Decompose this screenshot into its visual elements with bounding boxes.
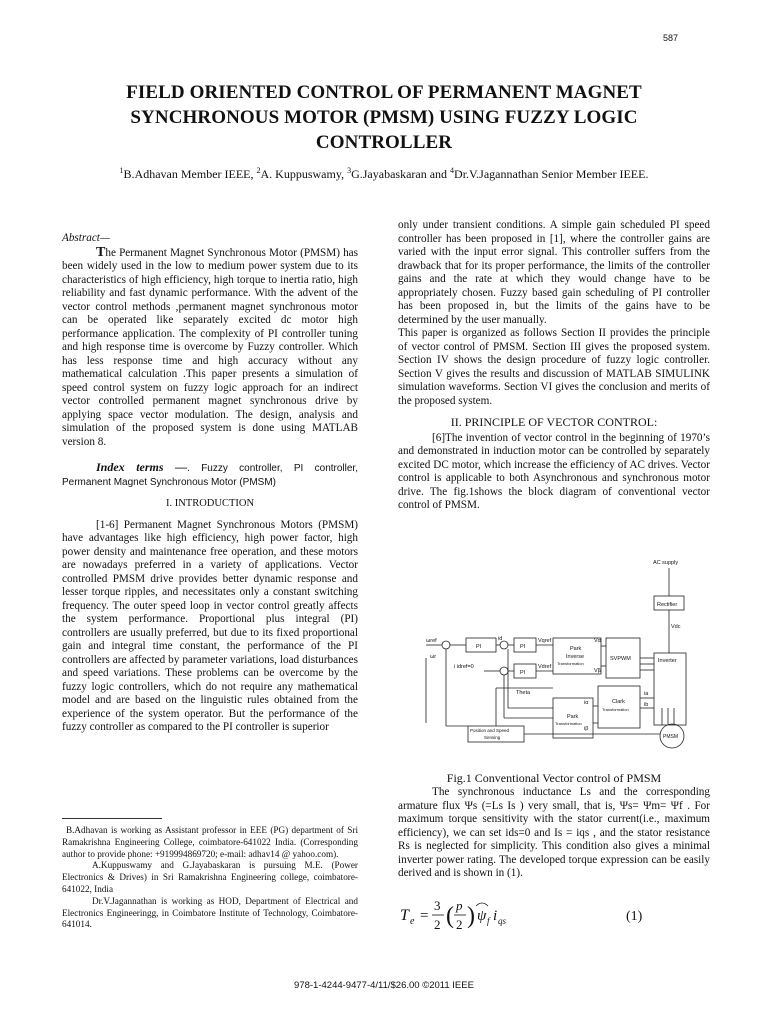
- abstract-text: [62, 246, 358, 450]
- section-2-heading: II. PRINCIPLE OF VECTOR CONTROL:: [450, 415, 658, 429]
- eq-psi: ψ: [477, 908, 487, 924]
- author-sup-1: 1: [119, 166, 124, 175]
- section-1-heading: I. INTRODUCTION: [165, 498, 255, 509]
- right-column: [398, 219, 710, 513]
- pi-2-label: PI: [520, 644, 526, 650]
- vdref-label: Vdref: [538, 664, 552, 670]
- park-inverse-label-2: Inverse: [566, 654, 585, 660]
- clark-label: Clark: [612, 699, 625, 705]
- index-terms-label: Index terms —: [96, 460, 188, 474]
- eq-lhs-sub: e: [410, 916, 415, 927]
- footnotes: [62, 825, 358, 931]
- theta-label: Theta: [516, 690, 531, 696]
- right-para-1: only under transient conditions. A simple gain scheduled PI speed controller has been proposed in [1], where the controller gains are varied with the input error signal. This controller suffers from the drawback that for its proper performance, the limits of the controller gains and the rate at which they would change have to be appropriately chosen. Fuzzy based gain scheduling of PI controller has been proposed in, but the limits of the gains have to be determined by the user manually.: [398, 219, 710, 326]
- park-label: Park: [567, 714, 579, 720]
- right-column-bottom: [398, 786, 710, 881]
- figure-caption: Fig.1 Conventional Vector control of PMSM: [446, 771, 662, 785]
- eq-i: i: [493, 908, 498, 924]
- footnote-1: B.Adhavan is working as Assistant professor in EEE (PG) department of Sri Ramakrishna Engineering College, coimbatore-641022 India. (Corresponding author to provide phone: +919994869720; e-mail: adhav14 @ yahoo.com).: [62, 825, 358, 859]
- right-para-2: This paper is organized as follows Section II provides the principle of vector control of PMSM. Section III gives the proposed system. Section IV shows the design procedure of fuzzy logic controller. Section V gives the results and discussion of MATLAB SIMULINK simulation waveforms. Section VI gives the conclusion and merits of the proposed system.: [398, 327, 710, 407]
- author-line: [60, 166, 708, 182]
- ib-label: ib: [644, 702, 649, 708]
- ia-label: ia: [644, 691, 649, 697]
- pi-3-label: PI: [520, 670, 526, 676]
- footnote-divider: [62, 818, 162, 819]
- eq-equals: =: [420, 908, 429, 924]
- id-label: id: [498, 636, 503, 642]
- park-label-2: Transformation: [555, 721, 582, 726]
- sum-junction-1: [442, 641, 450, 649]
- author-3: G.Jayabaskaran and: [351, 167, 451, 181]
- vbeta-label: Vβ: [594, 668, 601, 674]
- paper-title: FIELD ORIENTED CONTROL OF PERMANENT MAGNET SYNCHRONOUS MOTOR (PMSM) USING FUZZY LOGIC CONTROLLER: [126, 82, 642, 153]
- eq-i-sub: qs: [498, 916, 507, 926]
- abstract-label: Abstract—: [62, 232, 110, 244]
- eq-paren-close: ): [467, 903, 475, 929]
- wr-label: ωr: [430, 654, 437, 660]
- index-terms-text: . Fuzzy controller, PI controller, Permanent Magnet Synchronous Motor (PMSM): [62, 463, 358, 488]
- left-column: [62, 232, 358, 735]
- position-label: Position and Speed: [470, 728, 510, 733]
- eq-f1-num: 3: [434, 898, 441, 913]
- footnote-3: Dr.V.Jagannathan is working as HOD, Department of Electrical and Electronics Engineeringg, in Coimbatore Institute of Technology, Coimbatore-641014.: [62, 895, 358, 930]
- ac-supply-label: AC supply: [653, 560, 679, 566]
- pmsm-label: PMSM: [663, 734, 678, 740]
- idref-label: i idref=0: [454, 664, 474, 670]
- wref-label: ωref: [426, 638, 437, 644]
- author-sup-3: 3: [347, 166, 352, 175]
- author-sup-2: 2: [256, 166, 261, 175]
- torque-equation: [398, 896, 710, 934]
- page-footer: 978-1-4244-9477-4/11/$26.00 ©2011 IEEE: [294, 980, 474, 991]
- park-inverse-label-3: Transformation: [557, 661, 584, 666]
- eq-psi-sub: f: [487, 916, 490, 926]
- section-2-text: [6]The invention of vector control in the beginning of 1970’s and demonstrated in induction motor can be controlled by separately excited DC motor, which increase the efficiency of AC drives. Vector control is applicable to both Asynchronous and synchronous motor drive. The fig.1shows the block diagram of conventional vector control of PMSM.: [398, 431, 710, 511]
- rectifier-label: Rectifier: [657, 602, 678, 608]
- park-inverse-label: Park: [570, 646, 582, 652]
- pi-1-label: PI: [476, 644, 482, 650]
- position-label-2: Sensing: [484, 735, 501, 740]
- vdc-label: Vdc: [671, 624, 681, 630]
- section-1-text: [1-6] Permanent Magnet Synchronous Motors (PMSM) have advantages like high efficiency, high power factor, high power density and maintenance free operation, and these motors are nowadays preferred in a variety of applications. Vector controlled PMSM drive provides better dynamic response and lesser torque ripples, and necessitates only a constant switching frequency. The outer speed loop in vector control greatly affects the system performance. Proportional plus integral (PI) controllers are usually preferred, but due to its fixed proportional gain and integral time constant, the performance of the PI controllers are affected by parameter variations, load disturbances and speed variations. These problems can be overcome by the fuzzy logic controllers, which do not require any mathematical model and are based on the linguistic rules obtained from the experience of the system operator. But the performance of the fuzzy controller as compared to the PI controller is superior: [62, 518, 358, 733]
- sum-junction-3: [500, 667, 508, 675]
- sum-junction-2: [500, 641, 508, 649]
- ialpha-label: iα: [584, 700, 589, 706]
- vqref-label: Vqref: [538, 638, 552, 644]
- index-terms: [62, 461, 358, 489]
- author-4: Dr.V.Jagannathan Senior Member IEEE.: [454, 167, 649, 181]
- author-sup-4: 4: [450, 166, 455, 175]
- eq-lhs: T: [400, 907, 409, 924]
- eq-number: (1): [626, 909, 643, 924]
- eq-paren-open: (: [446, 903, 454, 929]
- vector-control-diagram: [398, 558, 710, 768]
- svpwm-label: SVPWM: [610, 656, 631, 662]
- inverter-label: Inverter: [658, 658, 677, 664]
- page-number: 587: [662, 33, 678, 43]
- abstract-dropcap: T: [96, 244, 106, 260]
- author-1: B.Adhavan Member IEEE,: [123, 167, 257, 181]
- eq-f1-den: 2: [434, 917, 441, 932]
- abstract-body: he Permanent Magnet Synchronous Motor (PMSM) has been widely used in the low to medium power system due to its characteristics of high efficiency, high torque to inertia ratio, high reliability and fast dynamic performance. With the advent of the vector control methods ,permanent magnet synchronous motor can be operated like separately excited dc motor high performance application. The complexity of PI controller tuning and high response time is overcome by Fuzzy controller. Which has less response time and high accuracy without any mathematical calculation .This paper presents a simulation of speed control system on fuzzy logic approach for an indirect vector controlled permanent magnet synchronous drive by applying space vector modulation. The design, analysis and simulation of the proposed system is done using MATLAB version 8.: [62, 246, 358, 448]
- valpha-label: Vα: [594, 638, 601, 644]
- footnote-2: A.Kuppuswamy and G.Jayabaskaran is pursuing M.E. (Power Electronics & Drives) in Sri Ramakrishna Engineering college, coimbatore-641022, India: [62, 860, 358, 894]
- author-2: A. Kuppuswamy,: [260, 167, 348, 181]
- eq-f2-den: 2: [456, 917, 463, 932]
- clark-label-2: Transformation: [602, 707, 629, 712]
- ibeta-label: iβ: [584, 726, 589, 732]
- eq-f2-num: p: [456, 898, 463, 913]
- right-bottom-text: The synchronous inductance Ls and the corresponding armature flux Ψs (=Ls Is ) very small, that is, Ψs= Ψm= Ψf . For maximum torque sensitivity with the stator current(i.e., maximum efficiency), we can set ids=0 and Is = iqs , and the stator resistance Rs is neglected for simplicity. This condition also gives a minimal inverter power rating. The developed torque expression can be easily derived and is shown in (1).: [398, 786, 710, 879]
